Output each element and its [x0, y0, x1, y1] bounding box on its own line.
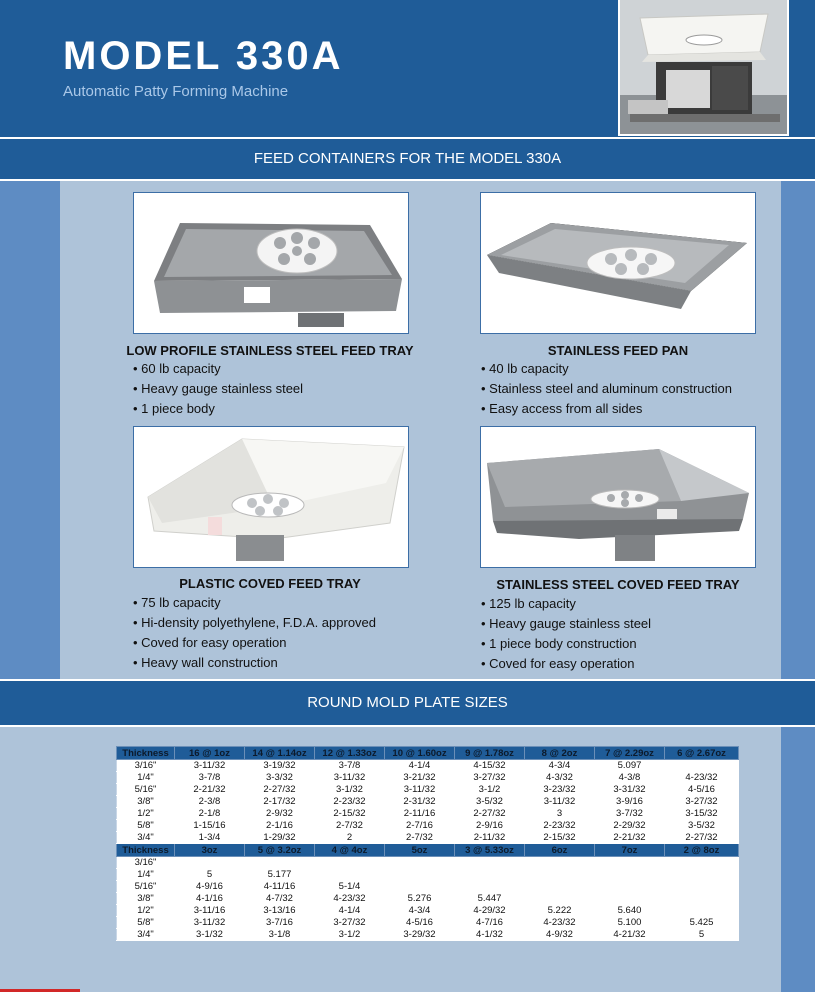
- plate-size-cell: 3-21/32: [385, 772, 455, 784]
- feature-item: • Heavy wall construction: [133, 653, 376, 673]
- plate-size-cell: 2-29/32: [595, 820, 665, 832]
- plate-size-cell: 3-11/32: [315, 772, 385, 784]
- plate-size-cell: [595, 869, 665, 881]
- plate-size-cell: 2-1/16: [245, 820, 315, 832]
- plate-size-cell: 2-15/32: [315, 808, 385, 820]
- section-feed-containers-title: FEED CONTAINERS FOR THE MODEL 330A: [0, 137, 815, 181]
- plate-size-cell: [525, 893, 595, 905]
- right-sidebar-stripe-lower: [781, 727, 815, 992]
- plate-size-cell: [385, 881, 455, 893]
- plate-size-cell: 4-5/16: [665, 784, 739, 796]
- feature-item: • Coved for easy operation: [133, 633, 376, 653]
- plate-size-header: 16 @ 1oz: [175, 747, 245, 760]
- plate-size-cell: [385, 857, 455, 869]
- table-row: [117, 796, 739, 808]
- mold-plate-size-tables: [116, 746, 738, 941]
- plate-size-cell: 4-3/8: [595, 772, 665, 784]
- plate-size-cell: 2-11/16: [385, 808, 455, 820]
- feature-item: • Heavy gauge stainless steel: [133, 379, 303, 399]
- plate-size-cell: 3-27/32: [665, 796, 739, 808]
- plate-size-cell: 5.276: [385, 893, 455, 905]
- plastic-coved-tray-title: PLASTIC COVED FEED TRAY: [179, 576, 361, 591]
- plate-size-header: 6 @ 2.67oz: [665, 747, 739, 760]
- section-mold-plate-title: ROUND MOLD PLATE SIZES: [0, 679, 815, 727]
- plate-size-cell: 4-29/32: [455, 905, 525, 917]
- plate-size-cell: 3-11/32: [175, 917, 245, 929]
- plate-size-cell: 2-7/32: [315, 820, 385, 832]
- plate-size-cell: 3-5/32: [665, 820, 739, 832]
- feature-item: • Stainless steel and aluminum construction: [481, 379, 732, 399]
- plate-size-cell: 2-21/32: [175, 784, 245, 796]
- stainless-feed-pan-title: STAINLESS FEED PAN: [547, 343, 689, 358]
- plate-size-cell: 3-11/16: [175, 905, 245, 917]
- plate-size-cell: [665, 905, 739, 917]
- plate-size-cell: 5: [175, 869, 245, 881]
- plate-size-cell: 5.640: [595, 905, 665, 917]
- thickness-cell: 5/8": [117, 820, 175, 832]
- plate-size-cell: 3-13/16: [245, 905, 315, 917]
- plate-size-cell: [385, 869, 455, 881]
- thickness-cell: 1/4": [117, 869, 175, 881]
- table-row: [117, 808, 739, 820]
- table-header-row: [117, 747, 739, 760]
- stainless-coved-tray-photo: [480, 426, 756, 568]
- table-row: [117, 929, 739, 941]
- plate-size-cell: 5.097: [595, 760, 665, 772]
- feature-item: • Hi-density polyethylene, F.D.A. approved: [133, 613, 376, 633]
- plate-size-cell: 3-11/32: [175, 760, 245, 772]
- plate-size-header: 14 @ 1.14oz: [245, 747, 315, 760]
- thickness-cell: 5/16": [117, 881, 175, 893]
- plate-size-cell: 2-23/32: [315, 796, 385, 808]
- page-header: [0, 0, 815, 138]
- plate-size-cell: [455, 869, 525, 881]
- low-profile-tray-features: [133, 359, 303, 419]
- plate-size-header: 10 @ 1.60oz: [385, 747, 455, 760]
- plate-size-cell: 4-1/16: [175, 893, 245, 905]
- feature-item: • 40 lb capacity: [481, 359, 732, 379]
- plate-size-cell: 4-5/16: [385, 917, 455, 929]
- plate-size-header: 7oz: [595, 844, 665, 857]
- plate-size-cell: 2-7/32: [385, 832, 455, 844]
- plate-size-cell: [315, 869, 385, 881]
- plate-size-cell: [665, 760, 739, 772]
- thickness-cell: 1/2": [117, 905, 175, 917]
- plate-size-cell: [525, 857, 595, 869]
- plate-size-cell: 2-31/32: [385, 796, 455, 808]
- plate-size-cell: [665, 881, 739, 893]
- page-subtitle: Automatic Patty Forming Machine: [63, 83, 289, 100]
- stainless-feed-pan-photo: [480, 192, 756, 334]
- low-profile-tray-title: LOW PROFILE STAINLESS STEEL FEED TRAY: [126, 343, 414, 358]
- plate-size-cell: 2-27/32: [455, 808, 525, 820]
- plate-size-cell: 4-3/4: [385, 905, 455, 917]
- plate-size-cell: 3-1/32: [175, 929, 245, 941]
- plate-size-cell: [595, 893, 665, 905]
- plate-size-cell: 5.425: [665, 917, 739, 929]
- plate-size-cell: 3-23/32: [525, 784, 595, 796]
- plate-size-cell: 3-1/32: [315, 784, 385, 796]
- plate-size-cell: [665, 869, 739, 881]
- plate-size-cell: [595, 881, 665, 893]
- thickness-cell: 3/16": [117, 760, 175, 772]
- page-title: MODEL 330A: [63, 34, 344, 78]
- plate-size-cell: 2-17/32: [245, 796, 315, 808]
- left-sidebar-stripe: [0, 181, 60, 679]
- plate-size-cell: 3-5/32: [455, 796, 525, 808]
- plate-size-cell: 4-21/32: [595, 929, 665, 941]
- plate-size-cell: [175, 857, 245, 869]
- table-row: [117, 917, 739, 929]
- plate-size-cell: 4-11/16: [245, 881, 315, 893]
- plate-size-cell: [665, 893, 739, 905]
- plastic-coved-tray-features: [133, 593, 376, 673]
- plate-size-cell: 4-15/32: [455, 760, 525, 772]
- plate-size-cell: 2-3/8: [175, 796, 245, 808]
- plate-size-cell: 3-7/8: [315, 760, 385, 772]
- thickness-cell: 3/16": [117, 857, 175, 869]
- plate-size-cell: 3-7/32: [595, 808, 665, 820]
- plate-size-cell: [455, 857, 525, 869]
- plate-size-cell: 2-21/32: [595, 832, 665, 844]
- low-profile-tray-photo: [133, 192, 409, 334]
- plate-size-cell: 5: [665, 929, 739, 941]
- plate-size-cell: 3: [525, 808, 595, 820]
- plate-size-cell: 4-9/32: [525, 929, 595, 941]
- thickness-cell: 5/8": [117, 917, 175, 929]
- plate-size-header: 3oz: [175, 844, 245, 857]
- plate-size-cell: 3-1/2: [455, 784, 525, 796]
- thickness-cell: 5/16": [117, 784, 175, 796]
- feature-item: • 1 piece body construction: [481, 634, 651, 654]
- plate-size-cell: 3-3/32: [245, 772, 315, 784]
- thickness-cell: 3/4": [117, 832, 175, 844]
- thickness-cell: 1/4": [117, 772, 175, 784]
- plate-size-cell: 3-1/8: [245, 929, 315, 941]
- feature-item: • 125 lb capacity: [481, 594, 651, 614]
- plate-size-header: 8 @ 2oz: [525, 747, 595, 760]
- table-row: [117, 905, 739, 917]
- table-row: [117, 832, 739, 844]
- plate-size-cell: 3-7/8: [175, 772, 245, 784]
- plate-size-cell: 3-31/32: [595, 784, 665, 796]
- plate-size-cell: 3-27/32: [455, 772, 525, 784]
- plate-size-cell: 2-1/8: [175, 808, 245, 820]
- feature-item: • Coved for easy operation: [481, 654, 651, 674]
- plate-size-cell: 2-27/32: [665, 832, 739, 844]
- plate-size-cell: 4-1/32: [455, 929, 525, 941]
- plate-size-cell: 3-7/16: [245, 917, 315, 929]
- plate-size-header: 7 @ 2.29oz: [595, 747, 665, 760]
- plate-size-cell: 5.177: [245, 869, 315, 881]
- plate-size-cell: [525, 869, 595, 881]
- plate-size-cell: 3-11/32: [525, 796, 595, 808]
- plate-size-cell: 2-7/16: [385, 820, 455, 832]
- plate-size-cell: [455, 881, 525, 893]
- plate-size-cell: 5.222: [525, 905, 595, 917]
- table-row: [117, 760, 739, 772]
- plate-size-cell: 2-9/16: [455, 820, 525, 832]
- plate-size-header: 6oz: [525, 844, 595, 857]
- table-header-row: [117, 844, 739, 857]
- plate-size-cell: [315, 857, 385, 869]
- plate-size-header: 4 @ 4oz: [315, 844, 385, 857]
- plastic-coved-tray-photo: [133, 426, 409, 568]
- plate-size-cell: 3-9/16: [595, 796, 665, 808]
- thickness-header: Thickness: [117, 844, 175, 857]
- thickness-cell: 3/8": [117, 893, 175, 905]
- plate-size-cell: 5.447: [455, 893, 525, 905]
- feature-item: • Heavy gauge stainless steel: [481, 614, 651, 634]
- thickness-cell: 1/2": [117, 808, 175, 820]
- plate-size-cell: [245, 857, 315, 869]
- plate-size-header: 5 @ 3.2oz: [245, 844, 315, 857]
- plate-size-cell: 5.100: [595, 917, 665, 929]
- plate-size-cell: 2-11/32: [455, 832, 525, 844]
- plate-size-cell: 2-9/32: [245, 808, 315, 820]
- plate-size-cell: 4-23/32: [315, 893, 385, 905]
- feature-item: • 60 lb capacity: [133, 359, 303, 379]
- plate-size-header: 5oz: [385, 844, 455, 857]
- stainless-coved-tray-features: [481, 594, 651, 674]
- plate-size-cell: 4-3/32: [525, 772, 595, 784]
- plate-size-cell: 4-1/4: [385, 760, 455, 772]
- plate-size-cell: 2-15/32: [525, 832, 595, 844]
- plate-size-cell: 3-19/32: [245, 760, 315, 772]
- plate-size-cell: 3-11/32: [385, 784, 455, 796]
- plate-size-header: 12 @ 1.33oz: [315, 747, 385, 760]
- thickness-cell: 3/4": [117, 929, 175, 941]
- feature-item: • 1 piece body: [133, 399, 303, 419]
- plate-size-cell: 2-23/32: [525, 820, 595, 832]
- plate-size-cell: 4-3/4: [525, 760, 595, 772]
- thickness-cell: 3/8": [117, 796, 175, 808]
- thickness-header: Thickness: [117, 747, 175, 760]
- table-row: [117, 772, 739, 784]
- table-row: [117, 881, 739, 893]
- plate-size-cell: 4-7/16: [455, 917, 525, 929]
- feature-item: • 75 lb capacity: [133, 593, 376, 613]
- table-row: [117, 893, 739, 905]
- plate-size-cell: 4-23/32: [525, 917, 595, 929]
- plate-size-cell: 1-29/32: [245, 832, 315, 844]
- plate-size-cell: 3-27/32: [315, 917, 385, 929]
- machine-photo: [618, 0, 789, 136]
- plate-size-cell: 3-29/32: [385, 929, 455, 941]
- plate-size-cell: [595, 857, 665, 869]
- plate-size-header: 9 @ 1.78oz: [455, 747, 525, 760]
- stainless-coved-tray-title: STAINLESS STEEL COVED FEED TRAY: [496, 577, 740, 592]
- plate-size-cell: 3-15/32: [665, 808, 739, 820]
- right-sidebar-stripe: [781, 181, 815, 679]
- plate-size-cell: 2: [315, 832, 385, 844]
- plate-size-cell: [665, 857, 739, 869]
- table-row: [117, 784, 739, 796]
- plate-size-cell: 1-15/16: [175, 820, 245, 832]
- table-row: [117, 869, 739, 881]
- plate-size-cell: 3-1/2: [315, 929, 385, 941]
- plate-size-cell: 4-7/32: [245, 893, 315, 905]
- plate-size-cell: 4-9/16: [175, 881, 245, 893]
- feature-item: • Easy access from all sides: [481, 399, 732, 419]
- table-row: [117, 857, 739, 869]
- plate-size-cell: 4-1/4: [315, 905, 385, 917]
- plate-size-cell: [525, 881, 595, 893]
- plate-size-header: 3 @ 5.33oz: [455, 844, 525, 857]
- table-row: [117, 820, 739, 832]
- plate-size-cell: 4-23/32: [665, 772, 739, 784]
- plate-size-cell: 2-27/32: [245, 784, 315, 796]
- plate-size-header: 2 @ 8oz: [665, 844, 739, 857]
- stainless-feed-pan-features: [481, 359, 732, 419]
- plate-size-cell: 1-3/4: [175, 832, 245, 844]
- plate-size-cell: 5-1/4: [315, 881, 385, 893]
- mold-plate-table: [116, 746, 739, 941]
